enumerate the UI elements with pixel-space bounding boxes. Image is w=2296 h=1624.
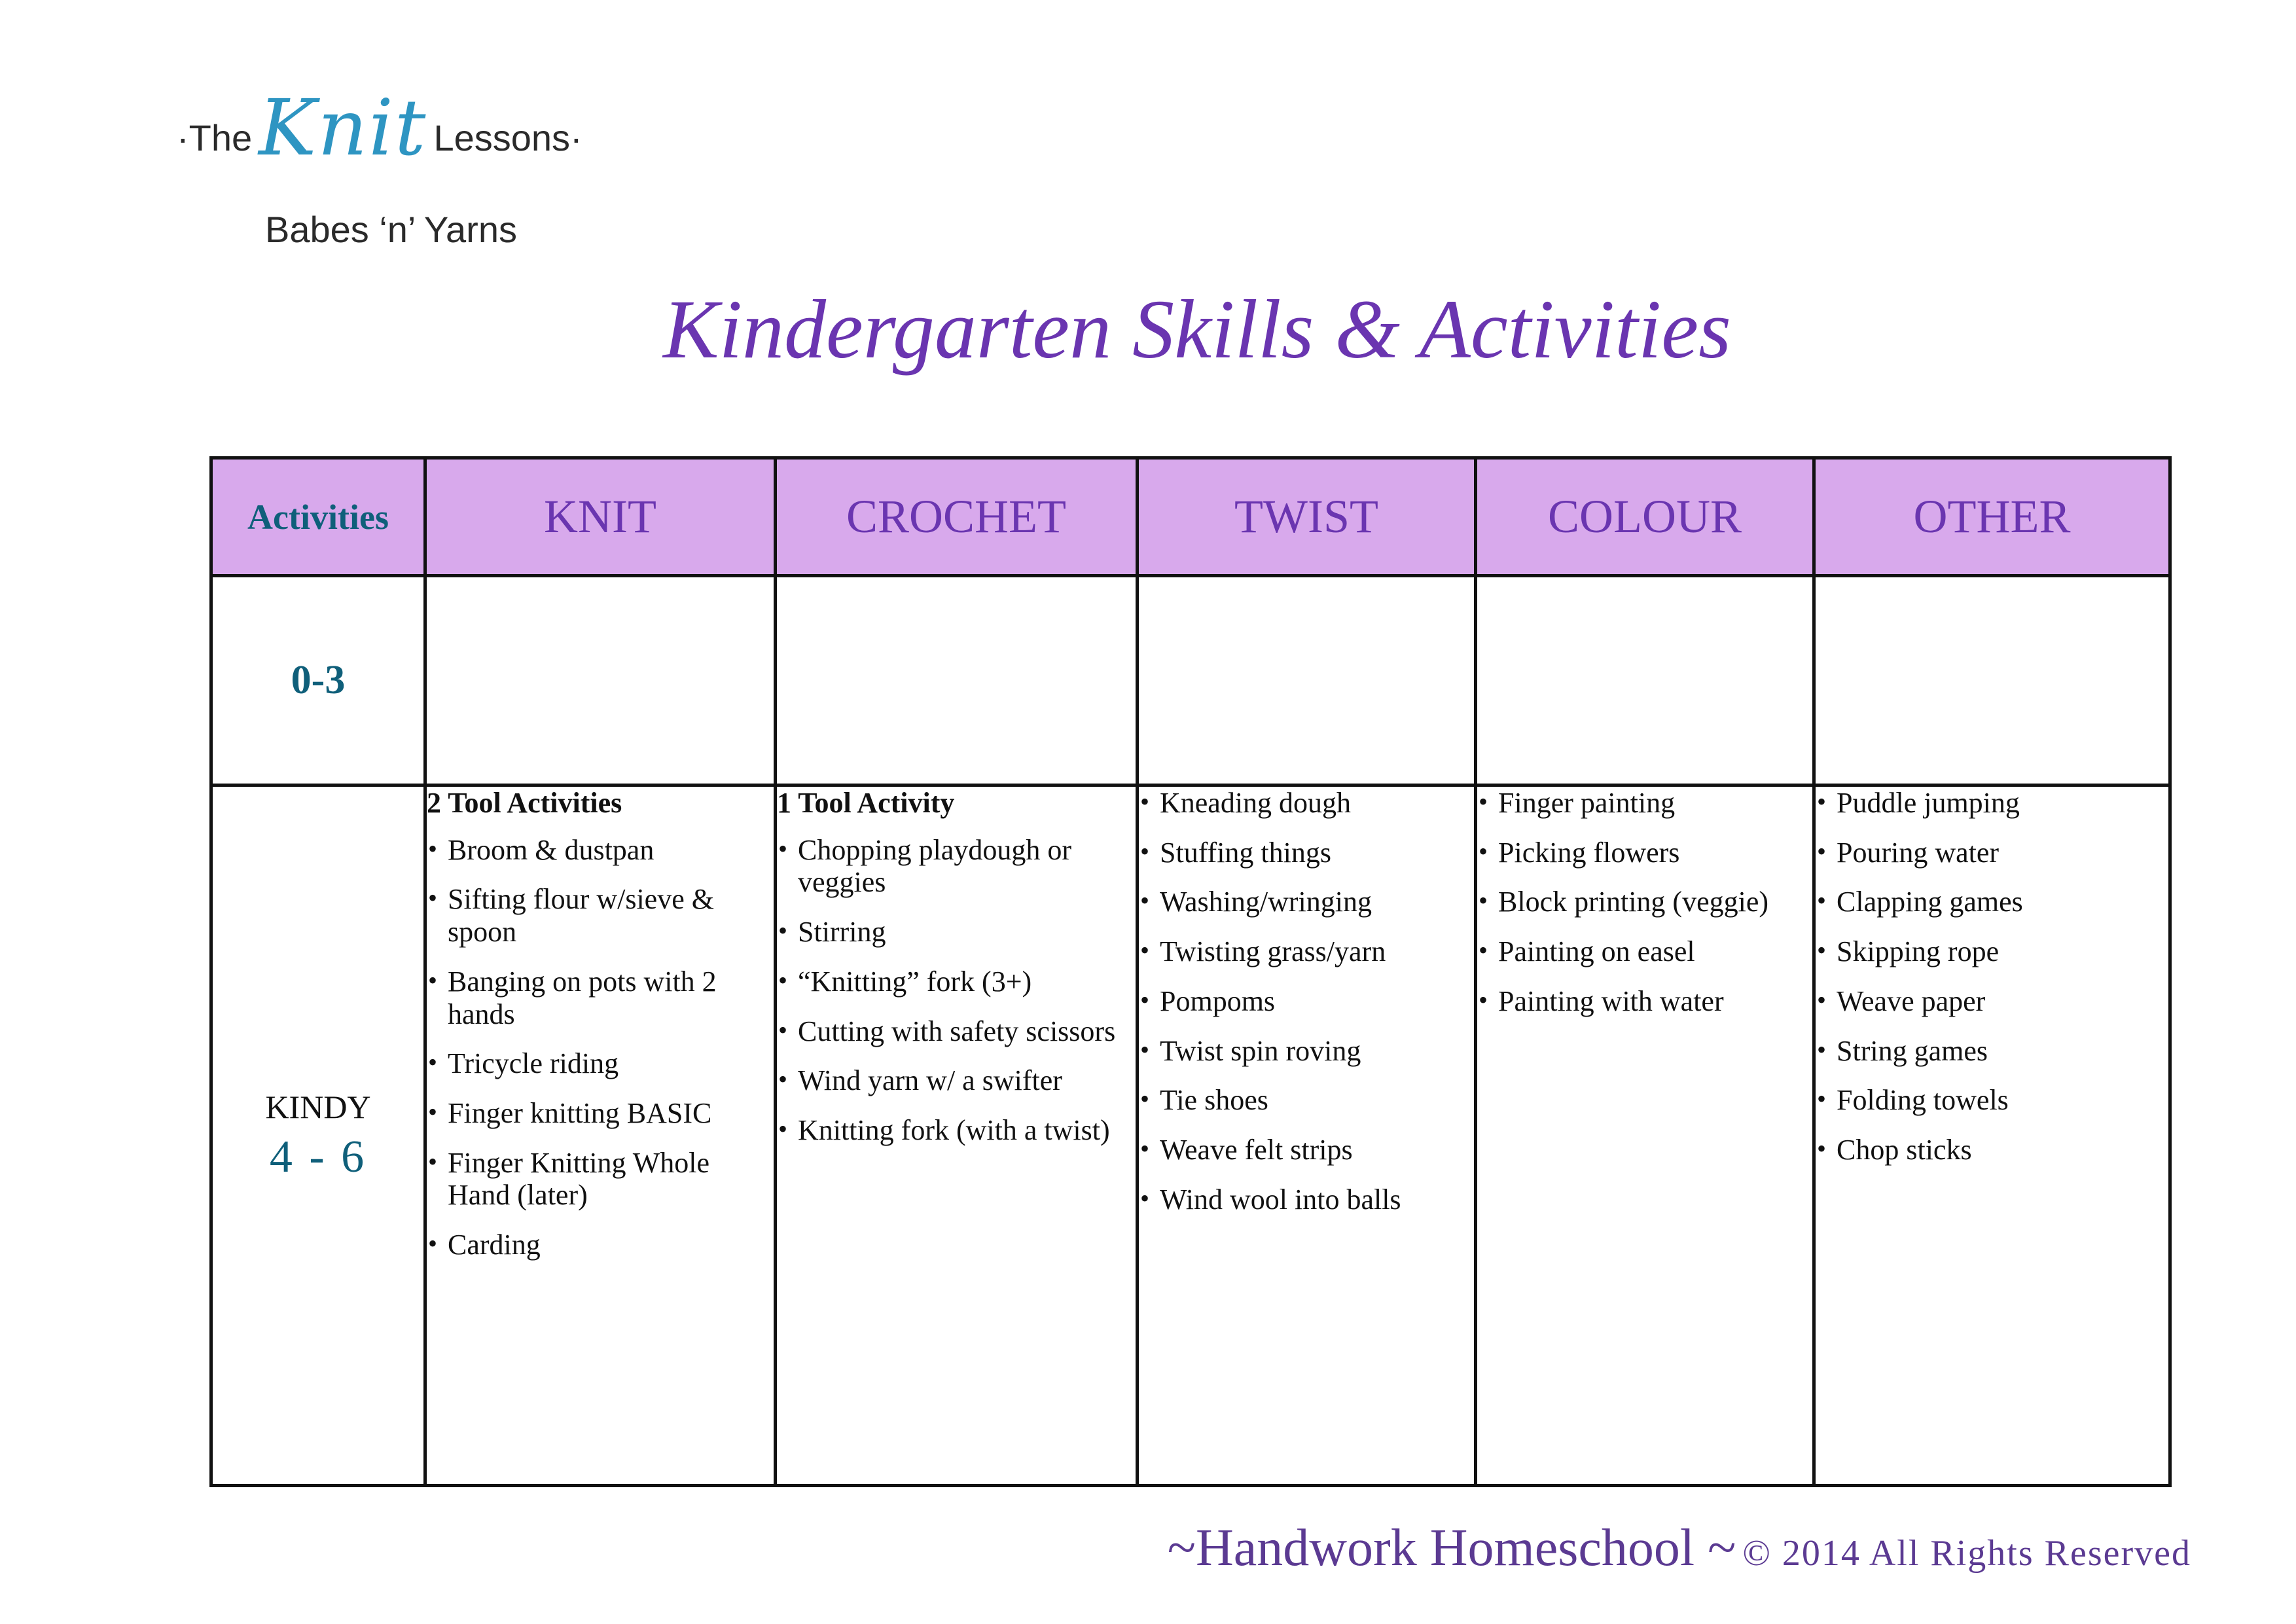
list-item: • Twisting grass/yarn xyxy=(1139,935,1474,968)
list-item: • Weave paper xyxy=(1816,985,2168,1018)
list-item: • Painting on easel xyxy=(1477,935,1812,968)
list-item: • Clapping games xyxy=(1816,886,2168,918)
list-item: • Chopping playdough or veggies xyxy=(777,834,1136,899)
list-item: • Kneading dough xyxy=(1139,787,1474,820)
list-item: • Puddle jumping xyxy=(1816,787,2168,820)
header-activities: Activities xyxy=(211,458,425,576)
logo-suffix: Lessons· xyxy=(433,117,583,158)
page-title: Kindergarten Skills & Activities xyxy=(663,283,1731,376)
colour-list xyxy=(1477,787,1812,1018)
list-item: • Finger knitting BASIC xyxy=(427,1097,774,1130)
list-item: • Finger painting xyxy=(1477,787,1812,820)
list-item: • Block printing (veggie) xyxy=(1477,886,1812,918)
list-item: • Painting with water xyxy=(1477,985,1812,1018)
activities-table xyxy=(209,456,2172,1487)
other-list xyxy=(1816,787,2168,1166)
knit-cell xyxy=(425,785,776,1486)
empty-cell-other xyxy=(1814,576,2170,785)
age-4-6: 4 - 6 xyxy=(269,1131,367,1182)
age-0-3: 0-3 xyxy=(291,658,346,702)
header-knit: KNIT xyxy=(425,458,776,576)
list-item: • Chop sticks xyxy=(1816,1134,2168,1166)
header-crochet: CROCHET xyxy=(776,458,1138,576)
empty-cell-twist xyxy=(1138,576,1476,785)
logo-prefix: ·The xyxy=(177,117,253,158)
knit-list xyxy=(427,834,774,1261)
list-item: • Tricycle riding xyxy=(427,1047,774,1080)
other-cell xyxy=(1814,785,2170,1486)
empty-cell-crochet xyxy=(776,576,1138,785)
twist-list xyxy=(1139,787,1474,1216)
knit-heading: 2 Tool Activities xyxy=(427,787,622,819)
footer-brand: ~Handwork Homeschool ~ xyxy=(1167,1519,1736,1577)
list-item: • Picking flowers xyxy=(1477,837,1812,869)
list-item: • Knitting fork (with a twist) xyxy=(777,1114,1136,1147)
list-item: • Weave felt strips xyxy=(1139,1134,1474,1166)
table-row-kindy xyxy=(211,785,2170,1486)
table-row-0-3 xyxy=(211,576,2170,785)
list-item: • Broom & dustpan xyxy=(427,834,774,867)
list-item: • Wind wool into balls xyxy=(1139,1183,1474,1216)
header-twist: TWIST xyxy=(1138,458,1476,576)
header-other: OTHER xyxy=(1814,458,2170,576)
kindy-label: KINDY xyxy=(265,1088,371,1125)
list-item: • Finger Knitting Whole Hand (later) xyxy=(427,1147,774,1212)
list-item: • “Knitting” fork (3+) xyxy=(777,965,1136,998)
list-item: • Sifting flour w/sieve & spoon xyxy=(427,883,774,948)
list-item: • Pompoms xyxy=(1139,985,1474,1018)
twist-cell xyxy=(1138,785,1476,1486)
empty-cell-knit xyxy=(425,576,776,785)
subtitle: Babes ‘n’ Yarns xyxy=(265,209,517,250)
list-item: • Carding xyxy=(427,1229,774,1261)
footer xyxy=(1168,1519,2191,1578)
crochet-list xyxy=(777,834,1136,1147)
footer-rights: © 2014 All Rights Reserved xyxy=(1742,1533,2191,1574)
list-item: • Wind yarn w/ a swifter xyxy=(777,1064,1136,1097)
age-cell-0-3 xyxy=(211,576,425,785)
age-cell-kindy xyxy=(211,785,425,1486)
list-item: • Cutting with safety scissors xyxy=(777,1015,1136,1048)
crochet-heading: 1 Tool Activity xyxy=(777,787,955,819)
table-header-row xyxy=(211,458,2170,576)
colour-cell xyxy=(1476,785,1814,1486)
list-item: • Skipping rope xyxy=(1816,935,2168,968)
crochet-cell xyxy=(776,785,1138,1486)
logo-knit: Knit xyxy=(259,82,427,173)
list-item: • Stirring xyxy=(777,916,1136,948)
empty-cell-colour xyxy=(1476,576,1814,785)
list-item: • Washing/wringing xyxy=(1139,886,1474,918)
list-item: • Twist spin roving xyxy=(1139,1035,1474,1068)
list-item: • Banging on pots with 2 hands xyxy=(427,965,774,1030)
list-item: • String games xyxy=(1816,1035,2168,1068)
list-item: • Stuffing things xyxy=(1139,837,1474,869)
header-colour: COLOUR xyxy=(1476,458,1814,576)
list-item: • Folding towels xyxy=(1816,1084,2168,1117)
list-item: • Tie shoes xyxy=(1139,1084,1474,1117)
brand-logo xyxy=(177,79,583,173)
list-item: • Pouring water xyxy=(1816,837,2168,869)
